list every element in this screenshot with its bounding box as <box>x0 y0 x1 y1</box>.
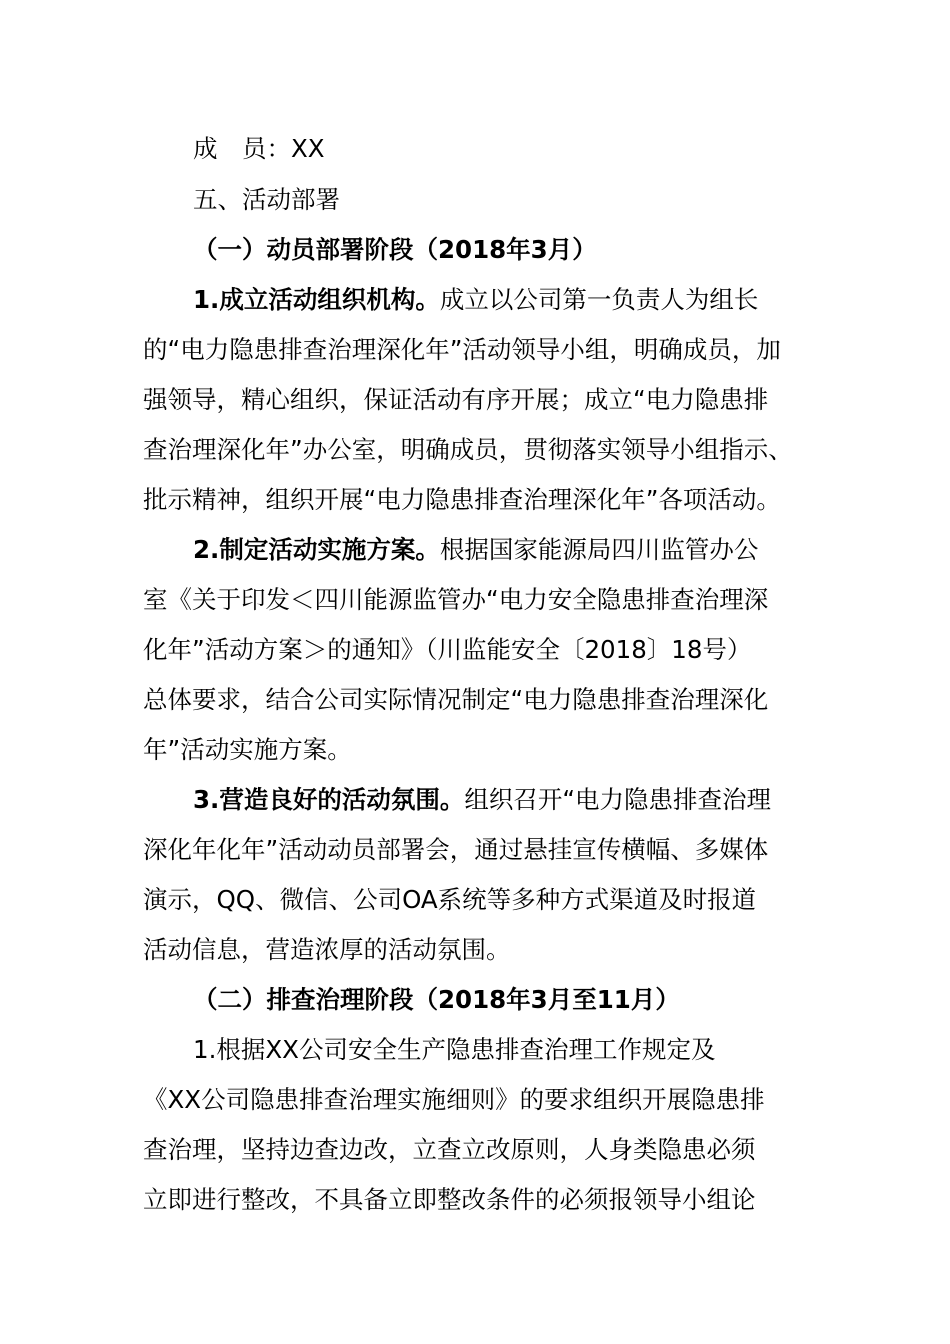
line-text: 深化年化年”活动动员部署会，通过悬挂宣传横幅、多媒体 <box>143 835 769 864</box>
line-text: 批示精神，组织开展“电力隐患排查治理深化年”各项活动。 <box>143 485 781 514</box>
section-heading <box>193 183 340 217</box>
paragraph-line <box>143 383 768 417</box>
line-text: 总体要求，结合公司实际情况制定“电力隐患排查治理深化 <box>143 685 769 714</box>
item-lead: 1.成立活动组织机构。 <box>193 285 440 314</box>
line-text: （二）排查治理阶段（2018年3月至11月） <box>193 985 680 1014</box>
paragraph-line <box>143 1133 756 1167</box>
line-text: 强领导，精心组织，保证活动有序开展；成立“电力隐患排 <box>143 385 769 414</box>
paragraph-line <box>193 783 771 817</box>
line-text: 1.根据XX公司安全生产隐患排查治理工作规定及 <box>193 1035 716 1064</box>
paragraph-line <box>143 433 793 467</box>
member-line <box>193 132 325 166</box>
paragraph-line <box>143 633 751 667</box>
line-text: 查治理深化年”办公室，明确成员，贯彻落实领导小组指示、 <box>143 435 793 464</box>
paragraph-line <box>193 283 758 317</box>
line-text: 《XX公司隐患排查治理实施细则》的要求组织开展隐患排 <box>143 1085 765 1114</box>
line-text: 成 员：XX <box>193 134 325 163</box>
paragraph-line <box>143 483 781 517</box>
paragraph-line <box>143 1183 756 1217</box>
paragraph-line <box>143 833 768 867</box>
paragraph-line <box>143 733 352 767</box>
paragraph-line <box>143 933 511 967</box>
paragraph-line <box>193 533 758 567</box>
item-lead: 2.制定活动实施方案。 <box>193 535 440 564</box>
line-text: 组织召开“电力隐患排查治理 <box>464 785 772 814</box>
paragraph-line <box>143 333 781 367</box>
line-text: 演示，QQ、微信、公司OA系统等多种方式渠道及时报道 <box>143 885 757 914</box>
line-text: 五、活动部署 <box>193 185 340 214</box>
subsection-heading-2 <box>193 983 680 1017</box>
line-text: 的“电力隐患排查治理深化年”活动领导小组，明确成员，加 <box>143 335 781 364</box>
line-text: 室《关于印发＜四川能源监管办“电力安全隐患排查治理深 <box>143 585 769 614</box>
line-text: 年”活动实施方案。 <box>143 735 352 764</box>
paragraph-line <box>143 883 756 917</box>
line-text: 立即进行整改，不具备立即整改条件的必须报领导小组论 <box>143 1185 756 1214</box>
item-lead: 3.营造良好的活动氛围。 <box>193 785 465 814</box>
line-text: 活动信息，营造浓厚的活动氛围。 <box>143 935 511 964</box>
line-text: 查治理，坚持边查边改，立查立改原则，人身类隐患必须 <box>143 1135 756 1164</box>
line-text: 根据国家能源局四川监管办公 <box>439 535 759 564</box>
subsection-heading-1 <box>193 233 597 267</box>
line-text: 化年”活动方案＞的通知》（川监能安全〔2018〕18号） <box>143 635 752 664</box>
paragraph-line <box>143 683 768 717</box>
paragraph-line <box>143 1083 765 1117</box>
paragraph-line <box>143 583 768 617</box>
paragraph-line <box>193 1033 715 1067</box>
line-text: 成立以公司第一负责人为组长 <box>439 285 759 314</box>
line-text: （一）动员部署阶段（2018年3月） <box>193 235 597 264</box>
